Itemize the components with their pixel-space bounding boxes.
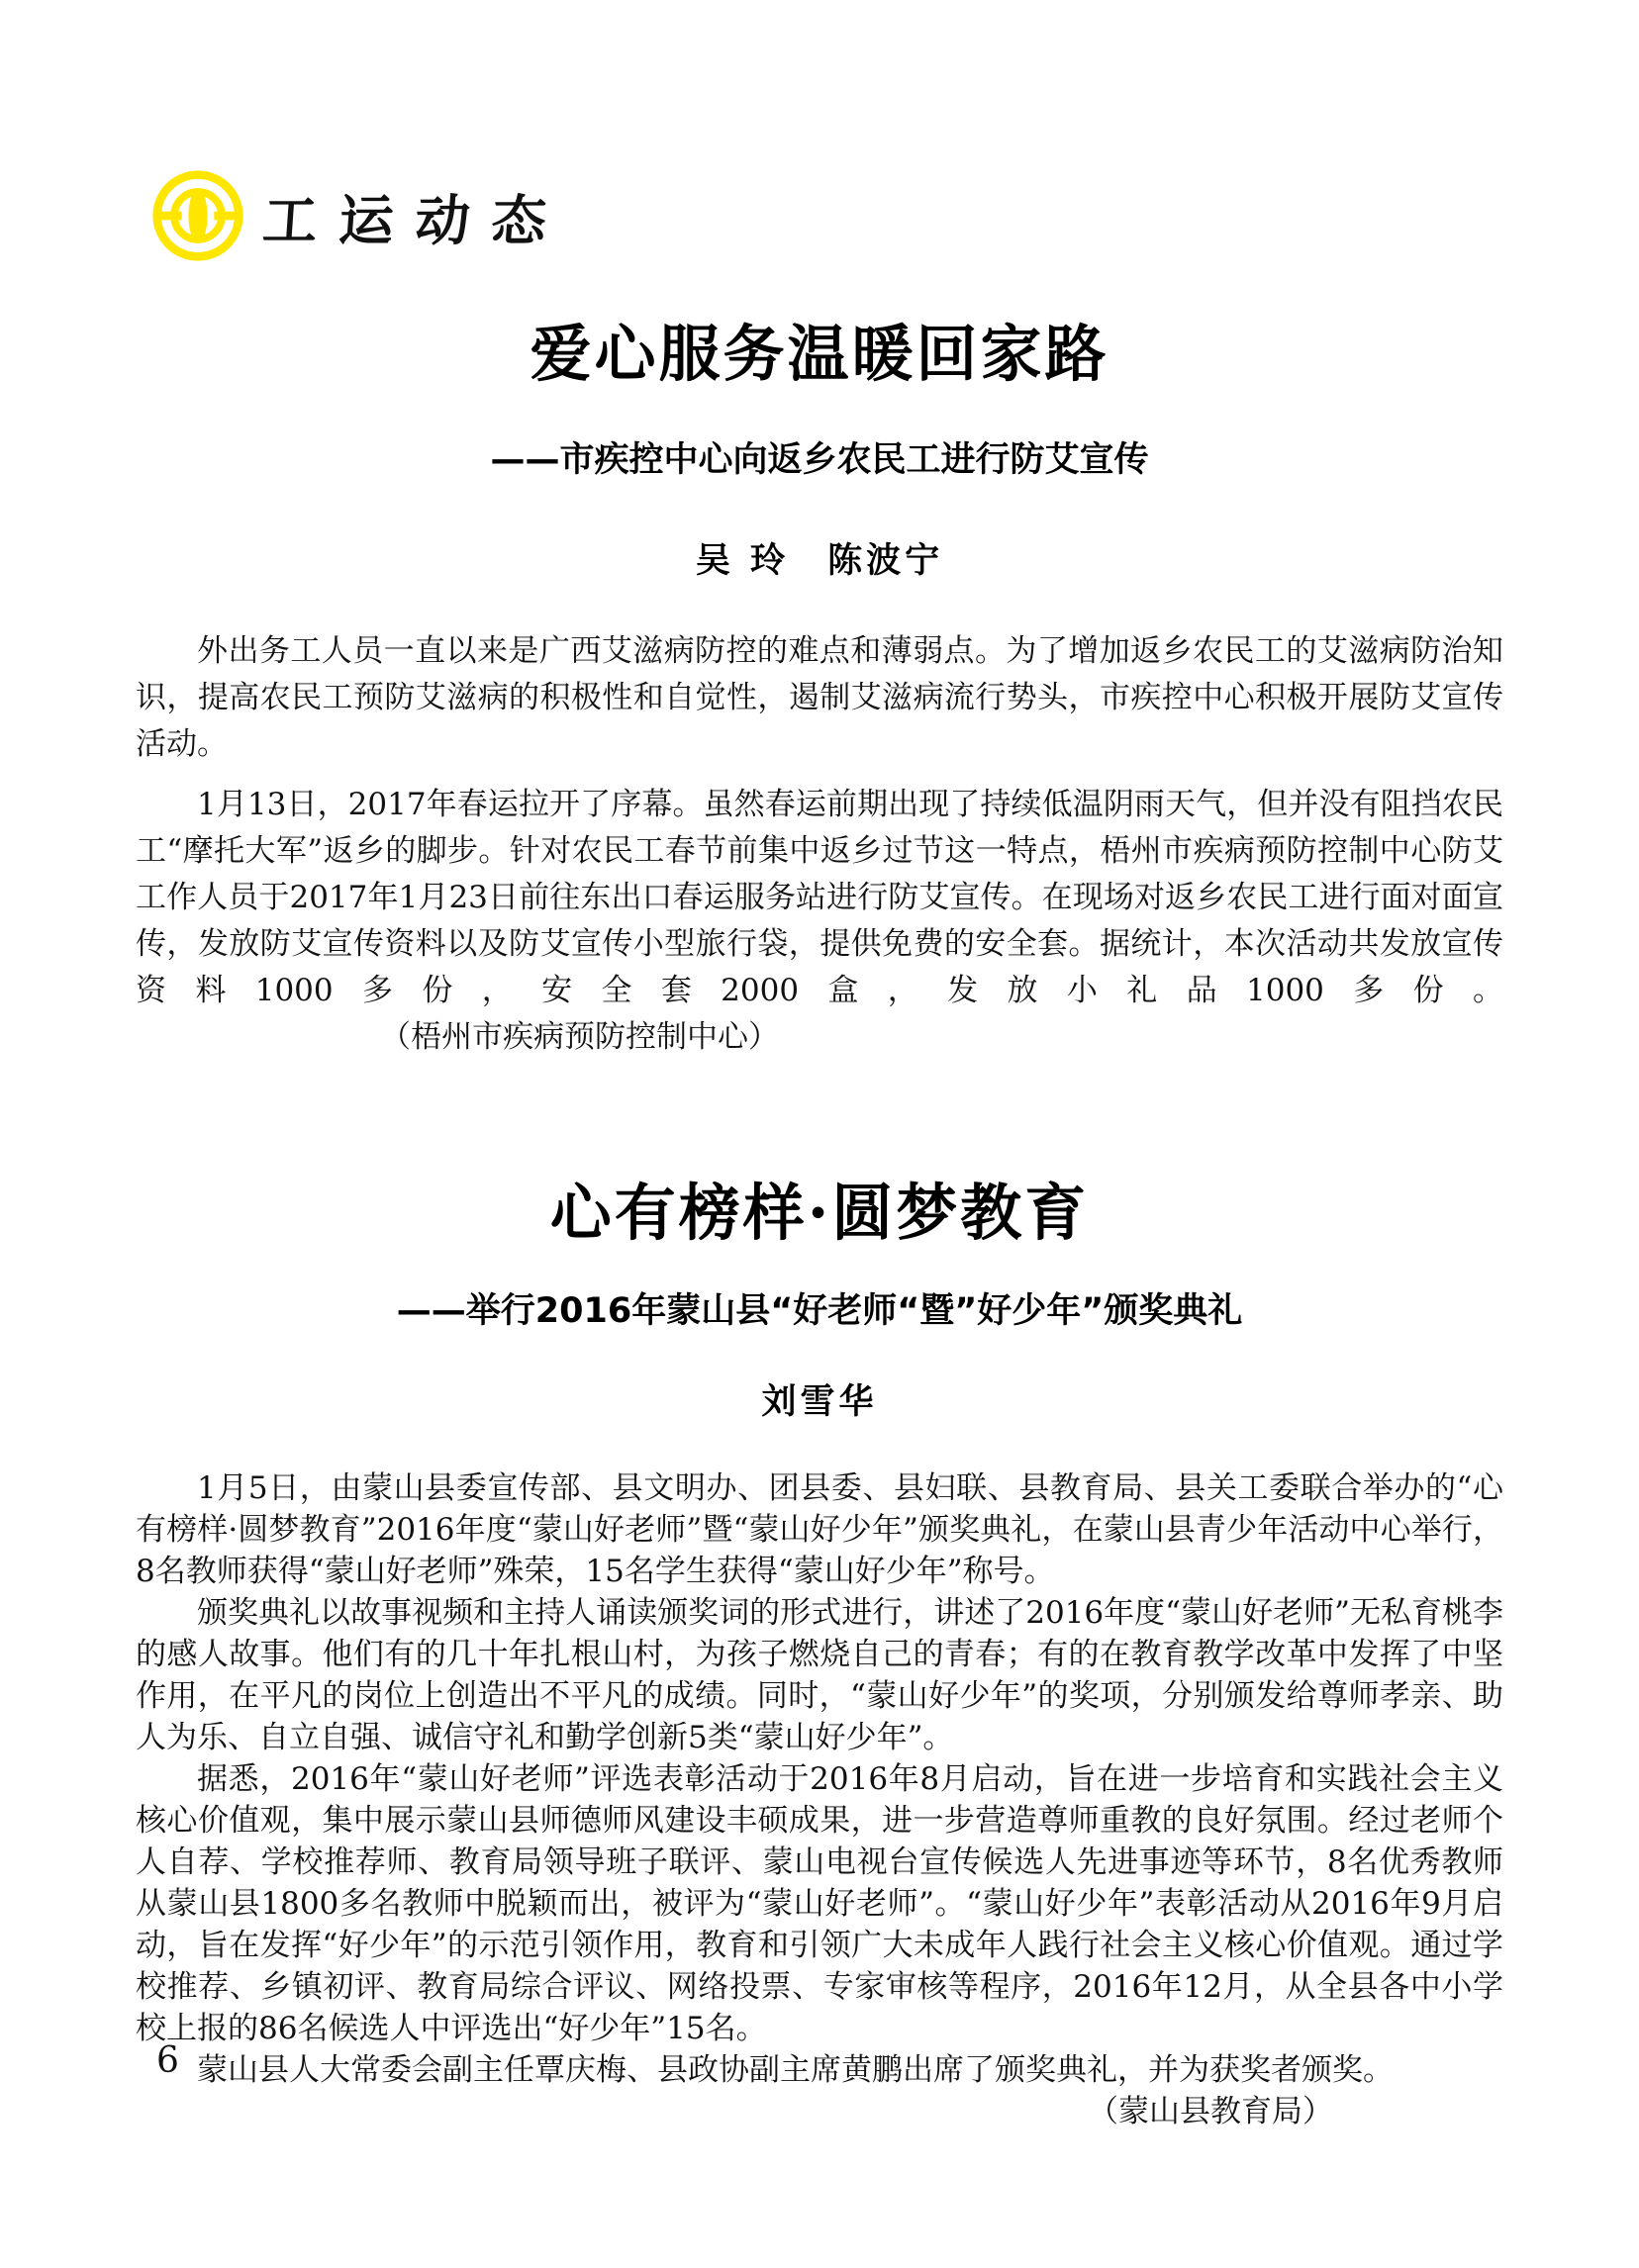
article2-paragraph: 颁奖典礼以故事视频和主持人诵读颁奖词的形式进行，讲述了2016年度“蒙山好老师”无私育桃李的感人故事。他们有的几十年扎根山村，为孩子燃烧自己的青春；有的在教育教学改革中发挥了中坚作用，在平凡的岗位上创造出不平凡的成绩。同时，“蒙山好少年”的奖项，分别颁发给尊师孝亲、助人为乐、自立自强、诚信守礼和勤学创新5类“蒙山好少年”。: [136, 1595, 1503, 1755]
article1-authors: 吴 玲 陈波宁: [695, 541, 944, 581]
article2-subtitle: ——举行2016年蒙山县“好老师“暨”好少年”颁奖典礼: [396, 1291, 1243, 1331]
article2-paragraph: 据悉，2016年“蒙山好老师”评选表彰活动于2016年8月启动，旨在进一步培育和实践社会主义核心价值观，集中展示蒙山县师德师风建设丰硕成果，进一步营造尊师重教的良好氛围。经过老师个人自荐、学校推荐师、教育局领导班子联评、蒙山电视台宣传候选人先进事迹等环节，8名优秀教师从蒙山县1800多名教师中脱颖而出，被评为“蒙山好老师”。“蒙山好少年”表彰活动从2016年9月启动，旨在发挥“好少年”的示范引领作用，教育和引领广大未成年人践行社会主义核心价值观。通过学校推荐、乡镇初评、教育局综合评议、网络投票、专家审核等程序，2016年12月，从全县各中小学校上报的86名候选人中评选出“好少年”15名。: [136, 1761, 1503, 2046]
article1-paragraph: 外出务工人员一直以来是广西艾滋病防控的难点和薄弱点。为了增加返乡农民工的艾滋病防治知识，提高农民工预防艾滋病的积极性和自觉性，遏制艾滋病流行势头，市疾控中心积极开展防艾宣传活动。: [136, 633, 1503, 762]
section-header: [150, 168, 1639, 263]
article-aids-prevention: [0, 305, 1639, 1061]
article1-attribution: （梧州市疾病预防控制中心）: [380, 1019, 779, 1055]
page-number: 6: [156, 2040, 179, 2081]
article2-body: [136, 1467, 1503, 2132]
article1-paragraph: [136, 782, 1503, 1061]
union-emblem-icon: [150, 168, 245, 263]
article1-subtitle: ——市疾控中心向返乡农民工进行防艾宣传: [490, 440, 1149, 480]
article-award-ceremony: [0, 1164, 1639, 2132]
article2-title: 心有榜样·圆梦教育: [549, 1177, 1090, 1249]
article1-title: 爱心服务温暖回家路: [530, 318, 1109, 390]
article2-attribution: （蒙山县教育局）: [1088, 2094, 1333, 2129]
article2-authors: 刘雪华: [761, 1382, 878, 1422]
article2-paragraph: 1月5日，由蒙山县委宣传部、县文明办、团县委、县妇联、县教育局、县关工委联合举办的“心有榜样·圆梦教育”2016年度“蒙山好老师”暨“蒙山好少年”颁奖典礼，在蒙山县青少年活动中心举行，8名教师获得“蒙山好老师”殊荣，15名学生获得“蒙山好少年”称号。: [136, 1470, 1503, 1589]
article1-paragraph-text: 1月13日，2017年春运拉开了序幕。虽然春运前期出现了持续低温阴雨天气，但并没有阻挡农民工“摩托大军”返乡的脚步。针对农民工春节前集中返乡过节这一特点，梧州市疾病预防控制中心防艾工作人员于2017年1月23日前往东出口春运服务站进行防艾宣传。在现场对返乡农民工进行面对面宣传，发放防艾宣传资料以及防艾宣传小型旅行袋，提供免费的安全套。据统计，本次活动共发放宣传资料1000多份，安全套2000盒，发放小礼品1000多份。: [136, 787, 1503, 1008]
article1-body: [136, 628, 1503, 1061]
article2-paragraph: 蒙山县人大常委会副主任覃庆梅、县政协副主席黄鹏出席了颁奖典礼，并为获奖者颁奖。: [197, 2052, 1394, 2088]
section-title: 工运动态: [260, 187, 571, 252]
